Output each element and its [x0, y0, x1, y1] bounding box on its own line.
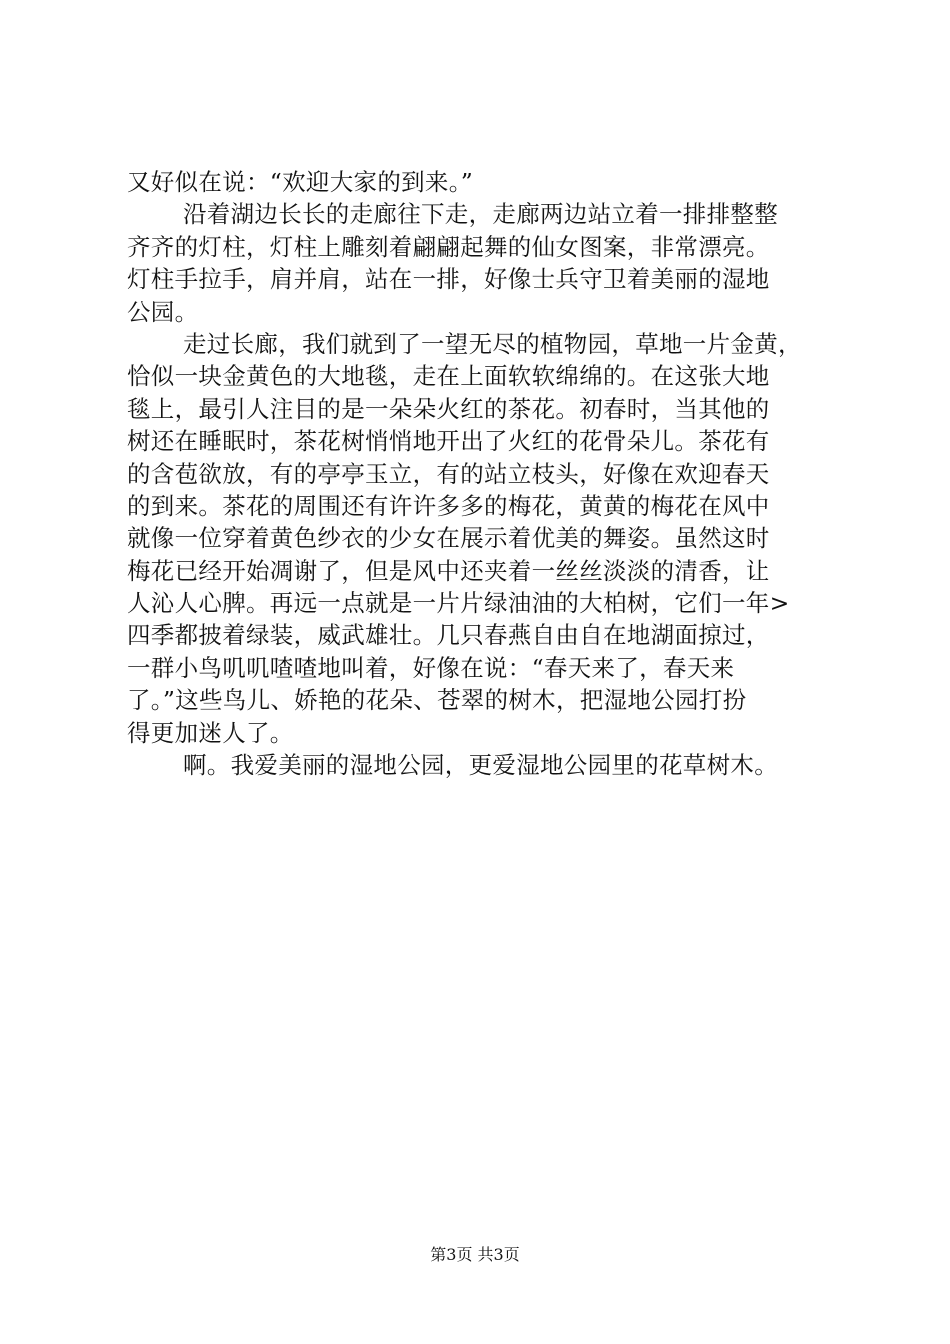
text-line: 得更加迷人了。 [127, 718, 294, 747]
text-line: 梅花已经开始凋谢了，但是风中还夹着一丝丝淡淡的清香，让 [127, 556, 770, 585]
text-line: 一群小鸟叽叽喳喳地叫着，好像在说：“春天来了，春天来 [127, 653, 735, 682]
text-line: 灯柱手拉手，肩并肩，站在一排，好像士兵守卫着美丽的湿地 [127, 265, 770, 294]
text-line: 齐齐的灯柱，灯柱上雕刻着翩翩起舞的仙女图案，非常漂亮。 [127, 232, 770, 261]
page-footer [0, 1245, 950, 1265]
text-line: 恰似一块金黄色的大地毯，走在上面软软绵绵的。在这张大地 [127, 362, 770, 391]
body-text [127, 166, 827, 781]
text-line: 公园。 [127, 297, 199, 326]
paragraph-start-line: 啊。我爱美丽的湿地公园，更爱湿地公园里的花草树木。 [183, 751, 778, 780]
text-line: 人沁人心脾。再远一点就是一片片绿油油的大柏树，它们一年> [127, 589, 790, 618]
text-line: 又好似在说：“欢迎大家的到来。” [127, 168, 474, 196]
text-line: 树还在睡眠时，茶花树悄悄地开出了火红的花骨朵儿。茶花有 [127, 427, 770, 456]
text-line: 了。”这些鸟儿、娇艳的花朵、苍翠的树木，把湿地公园打扮 [127, 686, 747, 715]
text-line: 的含苞欲放，有的亭亭玉立，有的站立枝头，好像在欢迎春天 [127, 459, 770, 488]
text-line: 毯上，最引人注目的是一朵朵火红的茶花。初春时，当其他的 [127, 394, 770, 423]
paragraph-start-line: 沿着湖边长长的走廊往下走，走廊两边站立着一排排整整 [183, 200, 778, 229]
text-line: 的到来。茶花的周围还有许许多多的梅花，黄黄的梅花在风中 [127, 491, 770, 520]
page-number-label: 第3页 共3页 [430, 1245, 520, 1264]
text-line: 四季都披着绿装，威武雄壮。几只春燕自由自在地湖面掠过， [127, 621, 770, 650]
paragraph-start-line: 走过长廊，我们就到了一望无尽的植物园，草地一片金黄， [183, 329, 802, 358]
text-line: 就像一位穿着黄色纱衣的少女在展示着优美的舞姿。虽然这时 [127, 524, 770, 553]
